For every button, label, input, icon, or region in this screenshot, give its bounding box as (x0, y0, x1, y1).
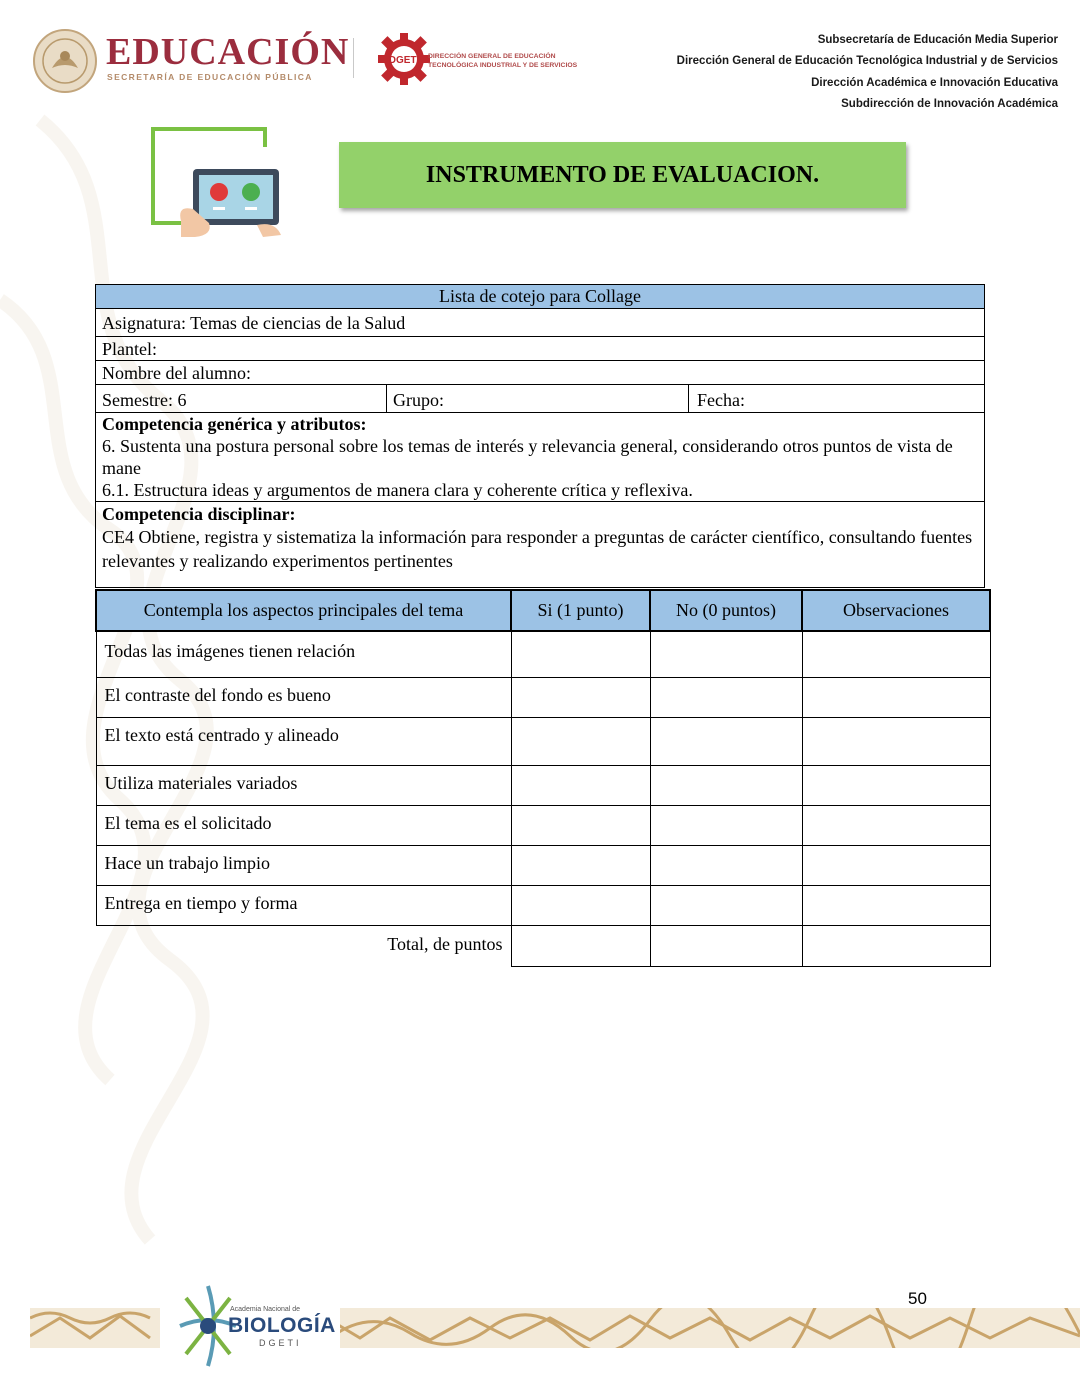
no-cell[interactable] (650, 677, 802, 717)
yes-cell[interactable] (511, 885, 650, 925)
criterion-label: Todas las imágenes tienen relación (96, 631, 511, 677)
criterion-label: Hace un trabajo limpio (96, 845, 511, 885)
observations-cell[interactable] (802, 631, 990, 677)
table-row (96, 631, 990, 677)
biology-logo-small: Academia Nacional de (230, 1306, 301, 1313)
header-line-4: Subdirección de Innovación Académica (841, 97, 1058, 110)
yes-cell[interactable] (511, 717, 650, 765)
table-row (96, 677, 990, 717)
observations-cell[interactable] (802, 677, 990, 717)
subject-field: Asignatura: Temas de ciencias de la Salud (96, 309, 985, 337)
generic-competence-text-2: 6.1. Estructura ideas y argumentos de manera clara y coherente crítica y reflexiva. (102, 480, 693, 500)
observations-cell[interactable] (802, 805, 990, 845)
group-field[interactable]: Grupo: (387, 385, 689, 413)
observations-cell[interactable] (802, 885, 990, 925)
form-title: Lista de cotejo para Collage (96, 285, 985, 309)
observations-cell[interactable] (802, 845, 990, 885)
header-line-3: Dirección Académica e Innovación Educativa (811, 76, 1058, 89)
criteria-table (95, 589, 991, 967)
header-institution-lines (677, 30, 1058, 115)
criterion-label: El tema es el solicitado (96, 805, 511, 845)
header-line-1: Subsecretaría de Educación Media Superior (817, 34, 1058, 46)
student-name-field[interactable]: Nombre del alumno: (96, 361, 985, 385)
logo-divider (353, 38, 354, 78)
observations-cell[interactable] (802, 717, 990, 765)
total-label: Total, de puntos (387, 933, 503, 954)
dgeti-name (428, 52, 577, 70)
table-row (96, 717, 990, 765)
dgeti-line-1: DIRECCIÓN GENERAL DE EDUCACIÓN (428, 53, 556, 60)
biology-logo-dgeti: DGETI (259, 1338, 302, 1348)
column-header-no: No (0 puntos) (650, 590, 802, 631)
yes-cell[interactable] (511, 845, 650, 885)
table-row (96, 845, 990, 885)
total-no-cell[interactable] (650, 925, 802, 966)
biology-logo-text: BIOLOGÍA (228, 1314, 336, 1337)
criterion-label: El contraste del fondo es bueno (96, 677, 511, 717)
no-cell[interactable] (650, 631, 802, 677)
total-row (96, 925, 990, 966)
column-header-yes: Si (1 punto) (511, 590, 650, 631)
yes-cell[interactable] (511, 765, 650, 805)
evaluation-banner: INSTRUMENTO DE EVALUACION. (339, 142, 906, 208)
no-cell[interactable] (650, 845, 802, 885)
generic-competence (96, 413, 985, 502)
yes-cell[interactable] (511, 677, 650, 717)
disciplinary-competence-text: CE4 Obtiene, registra y sistematiza la información para responder a preguntas de carácter científico, consultando fuentes relevantes y realizando experimentos pertinentes (102, 527, 973, 571)
dgeti-badge-text: DGETI (388, 55, 420, 66)
disciplinary-competence (96, 502, 985, 588)
no-cell[interactable] (650, 717, 802, 765)
brand-title: EDUCACIÓN (106, 31, 350, 73)
tablet-feedback-icon (147, 125, 287, 240)
semester-field: Semestre: 6 (96, 385, 387, 413)
column-header-criteria: Contempla los aspectos principales del tema (96, 590, 511, 631)
date-field[interactable]: Fecha: (689, 385, 985, 413)
no-cell[interactable] (650, 885, 802, 925)
total-observations-cell[interactable] (802, 925, 990, 966)
dgeti-line-2: TECNOLÓGICA INDUSTRIAL Y DE SERVICIOS (428, 62, 578, 69)
no-cell[interactable] (650, 765, 802, 805)
column-header-observations: Observaciones (802, 590, 990, 631)
total-yes-cell[interactable] (511, 925, 650, 966)
dgeti-gear-icon (378, 30, 430, 88)
table-row (96, 805, 990, 845)
page-number: 50 (908, 1289, 927, 1308)
criterion-label: Utiliza materiales variados (96, 765, 511, 805)
criterion-label: Entrega en tiempo y forma (96, 885, 511, 925)
checklist-info-table (95, 284, 985, 588)
yes-cell[interactable] (511, 631, 650, 677)
seal-icon (32, 28, 98, 94)
header-line-2: Dirección General de Educación Tecnológica Industrial y de Servicios (676, 55, 1058, 68)
observations-cell[interactable] (802, 765, 990, 805)
brand-subtitle: SECRETARÍA DE EDUCACIÓN PÚBLICA (107, 72, 313, 82)
yes-cell[interactable] (511, 805, 650, 845)
generic-competence-heading: Competencia genérica y atributos: (102, 414, 367, 434)
no-cell[interactable] (650, 805, 802, 845)
criterion-label: El texto está centrado y alineado (96, 717, 511, 765)
school-field[interactable]: Plantel: (96, 337, 985, 361)
table-row (96, 765, 990, 805)
generic-competence-text-1: 6. Sustenta una postura personal sobre los temas de interés y relevancia general, considerando otros puntos de vista de mane (102, 436, 953, 478)
table-row (96, 885, 990, 925)
disciplinary-competence-heading: Competencia disciplinar: (102, 504, 296, 524)
